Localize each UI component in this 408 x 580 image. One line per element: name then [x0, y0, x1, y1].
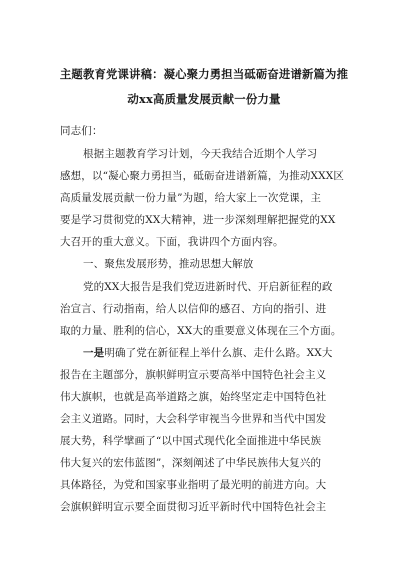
paragraph-line: 取的力量、胜利的信心，XX大的重要意义体现在三个方面。 — [60, 325, 342, 337]
title-line-1: 主题教育党课讲稿：凝心聚力勇担当砥砺奋进谱新篇为推 — [59, 67, 349, 81]
point-lead: 一是 — [83, 347, 105, 359]
paragraph-line: 会旗帜鲜明宣示要全面贯彻习近平新时代中国特色社会主 — [60, 501, 327, 513]
salutation: 同志们： — [60, 125, 103, 137]
paragraph-line: 伟大复兴的宏伟蓝图”，深刻阐述了中华民族伟大复兴的 — [60, 457, 322, 469]
paragraph-line — [83, 346, 333, 360]
paragraph-line: 党的XX大报告是我们党迈进新时代、开启新征程的政 — [83, 281, 333, 293]
paragraph-line: 根据主题教育学习计划，今天我结合近期个人学习 — [83, 148, 318, 160]
paragraph-line: 治宣言、行动指南，给人以信仰的感召、方向的指引、进 — [60, 303, 327, 315]
paragraph-line: 报告在主题部分，旗帜鲜明宣示要高举中国特色社会主义 — [60, 369, 327, 381]
paragraph-line: 要是学习贯彻党的XX大精神，进一步深刻理解把握党的XX — [60, 214, 336, 226]
paragraph-line: 高质量发展贡献一份力量”为题，给大家上一次党课，主 — [60, 192, 322, 204]
point-text: 明确了党在新征程上举什么旗、走什么路。XX大 — [104, 347, 333, 359]
paragraph-line: 具体路径，为党和国家事业指明了最光明的前进方向。大 — [60, 479, 327, 491]
section-heading: 一、聚焦发展形势，推动思想大解放 — [83, 258, 254, 270]
paragraph-line: 大召开的重大意义。下面，我讲四个方面内容。 — [60, 236, 284, 248]
paragraph-line: 会主义道路。同时，大会科学审视当今世界和当代中国发 — [60, 413, 327, 425]
paragraph-line: 展大势，科学擘画了“以中国式现代化全面推进中华民族 — [60, 435, 322, 447]
paragraph-line: 感想，以“凝心聚力勇担当，砥砺奋进谱新篇，为推动XXX区 — [60, 170, 344, 182]
title-line-2: 动xx高质量发展贡献一份力量 — [127, 92, 281, 106]
paragraph-line: 伟大旗帜，也就是高举道路之旗，始终坚定走中国特色社 — [60, 391, 327, 403]
